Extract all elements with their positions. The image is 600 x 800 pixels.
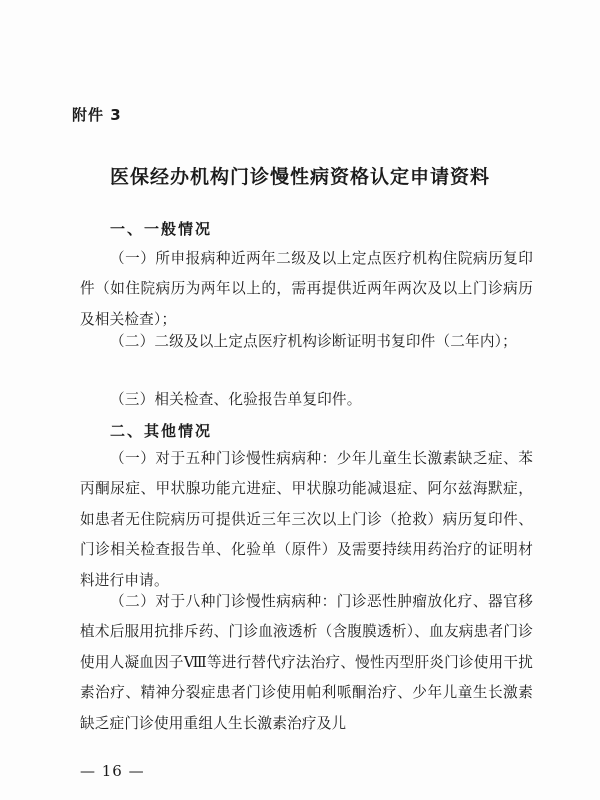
paragraph-general-1: （一）所申报病种近两年二级及以上定点医疗机构住院病历复印件（如住院病历为两年以上的，需再提供近两年两次及以上门诊病历及相关检查）； (80, 250, 533, 328)
paragraph-general-2: （二）二级及以上定点医疗机构诊断证明书复印件（二年内）； (110, 333, 517, 350)
paragraph-general-3: （三）相关检查、化验报告单复印件。 (110, 391, 362, 408)
page-number: — 16 — (80, 762, 145, 780)
section-heading-general: 一、一般情况 (110, 220, 213, 238)
paragraph-other-2: （二）对于八种门诊慢性病病种：门诊恶性肿瘤放化疗、器官移植术后服用抗排斥药、门诊血液透析（含腹膜透析）、血友病患者门诊使用人凝血因子Ⅷ等进行替代疗法治疗、慢性丙型肝炎门诊使用干扰素治疗、精神分裂症患者门诊使用帕利哌酮治疗、少年儿童生长激素缺乏症门诊使用重组人生长激素治疗及儿 (80, 593, 533, 732)
section-heading-other: 二、其他情况 (110, 422, 213, 440)
page-title: 医保经办机构门诊慢性病资格认定申请资料 (109, 166, 490, 188)
attachment-label: 附件 3 (72, 106, 122, 124)
paragraph-other-1: （一）对于五种门诊慢性病病种：少年儿童生长激素缺乏症、苯丙酮尿症、甲状腺功能亢进症、甲状腺功能减退症、阿尔兹海默症，如患者无住院病历可提供近三年三次以上门诊（抢救）病历复印件、门诊相关检查报告单、化验单（原件）及需要持续用药治疗的证明材料进行申请。 (80, 450, 533, 589)
